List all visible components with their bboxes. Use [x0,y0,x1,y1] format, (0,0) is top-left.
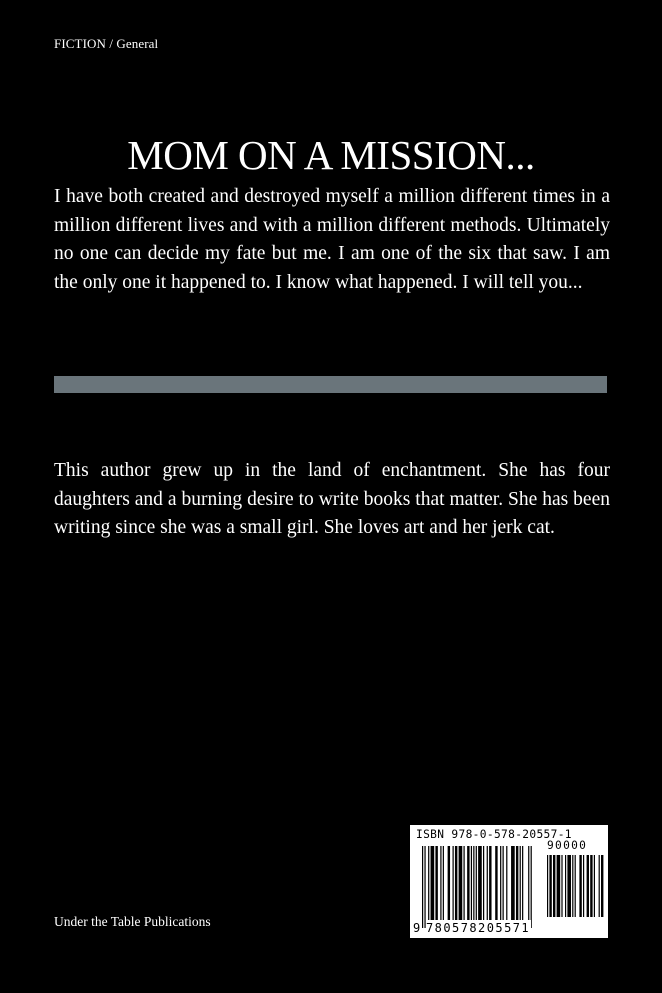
barcode-bar [567,855,571,917]
barcode-bar [587,855,589,917]
barcode-digit-string: 780578205571 [426,921,531,935]
barcode-bar [500,846,501,928]
book-title: MOM ON A MISSION... [127,132,535,178]
barcode-bar [476,846,477,928]
category-label: FICTION / General [54,36,159,51]
barcode-bar [459,846,463,928]
barcode-bar [590,855,592,917]
barcode-bar [478,846,482,928]
barcode-bar [471,846,472,928]
author-bio: This author grew up in the land of enchantment. She has four daughters and a burning desire to write books that matter. She has been writing since she was a small girl. She loves art and her jerk cat. [54,460,610,539]
barcode-bar [547,855,548,917]
barcode-bar [503,846,504,928]
barcode-bar [520,846,521,928]
barcode-bar [583,855,584,917]
barcode-bar [506,846,507,928]
barcode-bar [453,846,454,928]
barcode-bar [561,855,562,917]
barcode-bar [601,855,603,917]
barcode-bar [431,846,435,928]
barcode-bar [443,846,444,928]
isbn-barcode [410,825,608,938]
barcode-bar [579,855,581,917]
barcode-bars-addon [547,855,605,917]
barcode-bar [435,846,437,928]
barcode-bar [428,846,429,928]
barcode-digits [410,920,608,936]
barcode-bar [422,846,423,928]
barcode-bar [473,846,474,928]
price-code: 90000 [547,839,588,852]
barcode-bar [511,846,515,928]
publisher-name: Under the Table Publications [54,914,211,929]
barcode-bar [424,846,425,928]
book-blurb: I have both created and destroyed myself a million different times in a million different lives and with a million different methods. Ultimately no one can decide my fate but me. I am one of the six that saw. I am the only one it happened to. I know what happened. I will tell you... [54,186,610,293]
barcode-bar [528,846,529,928]
barcode-bar [516,846,518,928]
barcode-first-digit: 9 [413,921,422,935]
barcode-bar [557,855,561,917]
barcode-bar [594,855,595,917]
barcode-bar [575,855,576,917]
isbn-label: ISBN 978-0-578-20557-1 [416,828,572,841]
barcode-bar [467,846,469,928]
barcode-bar [531,846,532,928]
divider-bar [54,376,607,393]
barcode-bar [483,846,484,928]
barcode-bar [440,846,441,928]
barcode-bar [489,846,491,928]
barcode-bar [522,846,523,928]
barcode-bar [549,855,551,917]
barcode-bars-main [422,846,542,928]
barcode-bar [572,855,573,917]
barcode-bar [599,855,600,917]
barcode-bar [565,855,566,917]
barcode-bar [487,846,488,928]
barcode-bar [455,846,457,928]
barcode-bar [495,846,497,928]
barcode-bar [448,846,450,928]
barcode-bar [463,846,464,928]
barcode-bar [553,855,555,917]
